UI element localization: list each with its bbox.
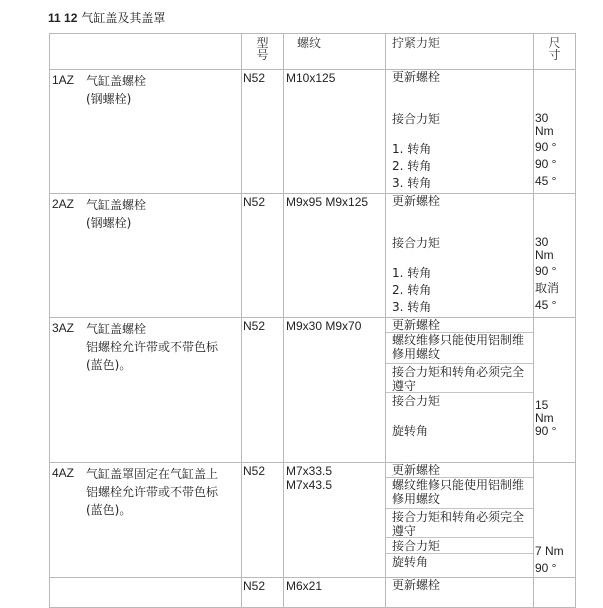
size-value: 7 Nm [535, 544, 564, 558]
torque-line: 修用螺纹 [392, 347, 441, 361]
torque-line: 3. 转角 [392, 300, 432, 314]
size-unit: Nm [535, 124, 554, 138]
size-value: 90 ° [535, 424, 557, 438]
torque-line: 旋转角 [392, 424, 429, 438]
position-description: 气缸盖螺栓 (钢螺栓) [86, 74, 147, 106]
size-cell [534, 318, 576, 463]
section-number: 11 12 [48, 11, 78, 25]
torque-cell [386, 194, 534, 318]
size-unit: Nm [535, 248, 554, 262]
position-cell [50, 318, 242, 463]
size-value: 45 ° [535, 174, 557, 188]
size-value: 15 [535, 398, 549, 412]
header-position [50, 34, 242, 70]
size-value: 90 ° [535, 561, 557, 575]
torque-line: 更新螺栓 [392, 194, 441, 208]
type-cell: N52 [242, 70, 284, 194]
divider [386, 553, 533, 554]
torque-line: 3. 转角 [392, 176, 432, 190]
size-cell [534, 578, 576, 608]
position-description: 气缸盖螺栓 铝螺栓允许带或不带色标 (蓝色)。 [86, 322, 219, 372]
thread-cell: M10x125 [284, 70, 386, 194]
position-cell [50, 194, 242, 318]
type-cell: N52 [242, 194, 284, 318]
position-description: 气缸盖螺栓 (钢螺栓) [86, 198, 147, 230]
position-description: 气缸盖罩固定在气缸盖上 铝螺栓允许带或不带色标 (蓝色)。 [86, 467, 219, 517]
size-cell [534, 194, 576, 318]
divider [386, 508, 533, 509]
table-header-row [50, 34, 576, 70]
type-cell: N52 [242, 318, 284, 463]
torque-line: 2. 转角 [392, 159, 432, 173]
torque-line: 遵守 [392, 379, 417, 393]
torque-spec-table [49, 33, 576, 608]
torque-line: 更新螺栓 [392, 578, 441, 592]
torque-line: 1. 转角 [392, 142, 432, 156]
type-cell: N52 [242, 463, 284, 578]
position-id: 1AZ [52, 73, 75, 87]
header-size [534, 34, 576, 70]
torque-line: 更新螺栓 [392, 318, 441, 332]
torque-line: 接合力矩和转角必须完全 [392, 365, 525, 379]
thread-cell: M9x30 M9x70 [284, 318, 386, 463]
thread-cell: M6x21 [284, 578, 386, 608]
size-value: 90 ° [535, 140, 557, 154]
torque-line: 螺纹维修只能使用铝制维 [392, 333, 525, 347]
position-id: 2AZ [52, 197, 75, 211]
torque-line: 接合力矩 [392, 112, 441, 126]
header-thread: 螺纹 [284, 34, 386, 70]
position-id: 4AZ [52, 466, 75, 480]
thread-cell: M9x95 M9x125 [284, 194, 386, 318]
size-value: 取消 [535, 281, 560, 295]
torque-line: 螺纹维修只能使用铝制维 [392, 478, 525, 492]
size-value: 30 [535, 235, 549, 249]
size-value: 90 ° [535, 157, 557, 171]
position-id: 3AZ [52, 321, 75, 335]
torque-line: 更新螺栓 [392, 463, 441, 477]
torque-cell [386, 463, 534, 578]
torque-line: 接合力矩 [392, 394, 441, 408]
torque-line: 修用螺纹 [392, 492, 441, 506]
torque-line: 遵守 [392, 524, 417, 538]
table-row [50, 318, 576, 463]
torque-cell [386, 578, 534, 608]
torque-line: 1. 转角 [392, 266, 432, 280]
header-type [242, 34, 284, 70]
size-value: 30 [535, 111, 549, 125]
header-type-label: 型号 [256, 36, 269, 62]
header-torque: 拧紧力矩 [386, 34, 534, 70]
header-size-label: 尺寸 [548, 36, 561, 62]
table-row [50, 70, 576, 194]
position-cell [50, 70, 242, 194]
size-value: 90 ° [535, 264, 557, 278]
size-unit: Nm [535, 411, 554, 425]
table-row [50, 578, 576, 608]
page-title [48, 11, 165, 25]
type-cell: N52 [242, 578, 284, 608]
section-title: 气缸盖及其盖罩 [81, 11, 166, 25]
torque-line: 接合力矩 [392, 539, 441, 553]
table-row [50, 194, 576, 318]
torque-line: 更新螺栓 [392, 70, 441, 84]
torque-cell [386, 318, 534, 463]
torque-line: 旋转角 [392, 555, 429, 569]
torque-cell [386, 70, 534, 194]
table-row [50, 463, 576, 578]
torque-line: 接合力矩和转角必须完全 [392, 510, 525, 524]
torque-line: 2. 转角 [392, 283, 432, 297]
thread-cell: M7x33.5 M7x43.5 [284, 463, 386, 578]
size-value: 45 ° [535, 298, 557, 312]
size-cell [534, 463, 576, 578]
divider [386, 363, 533, 364]
torque-line: 接合力矩 [392, 236, 441, 250]
size-cell [534, 70, 576, 194]
position-cell [50, 463, 242, 578]
position-cell [50, 578, 242, 608]
